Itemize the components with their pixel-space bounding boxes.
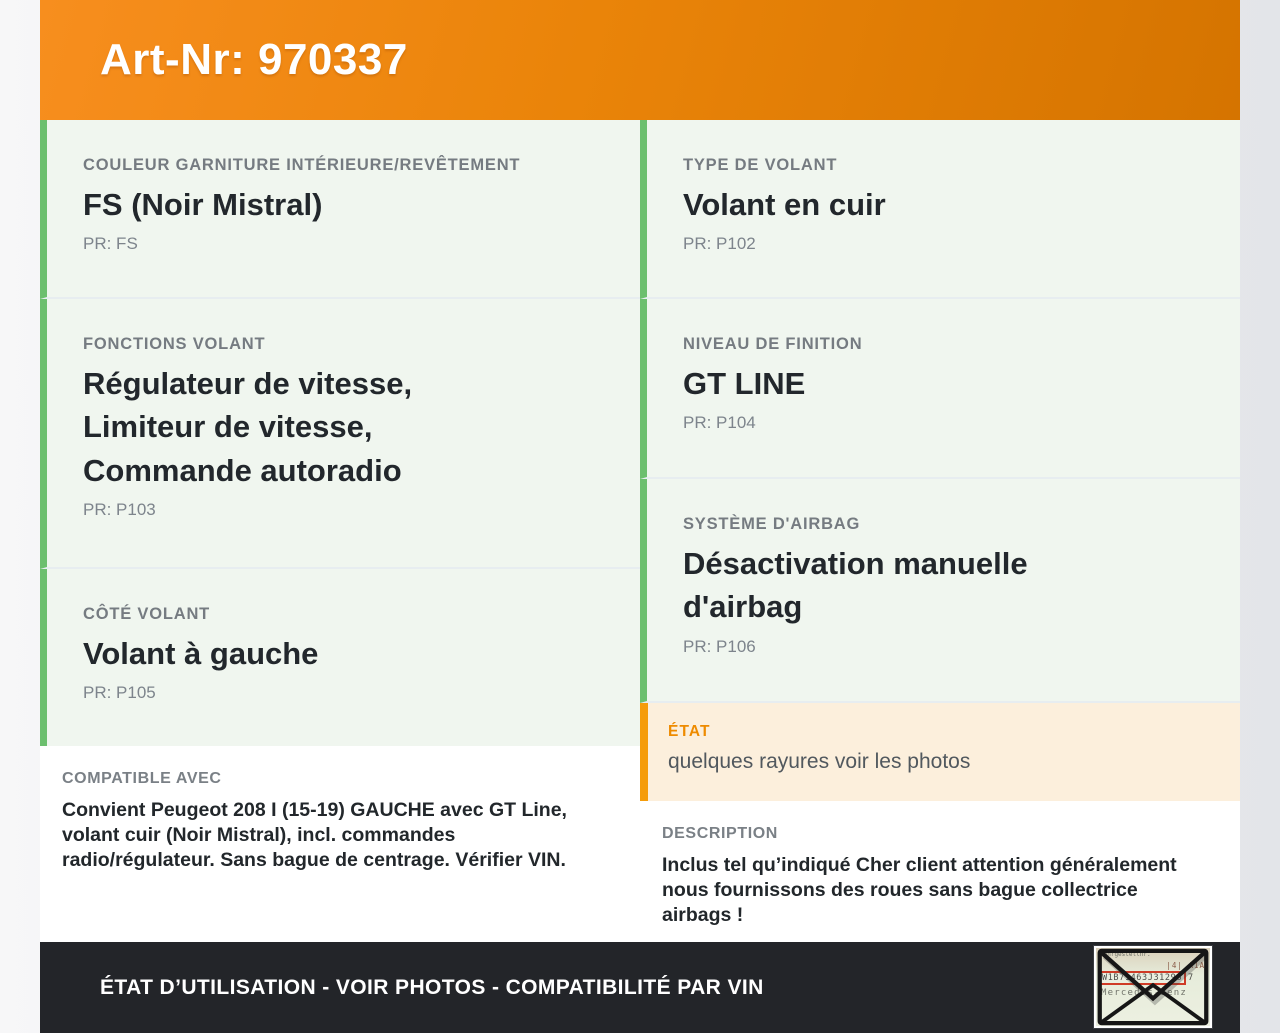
spec-value: Régulateur de vitesse, Limiteur de vitesse, Commande autoradio [83,366,413,488]
compatible-section [40,746,640,942]
spec-label: COULEUR GARNITURE INTÉRIEURE/REVÊTEMENT [83,156,521,174]
footer-banner-text: ÉTAT D’UTILISATION - VOIR PHOTOS - COMPATIBILITÉ PAR VIN [100,975,764,999]
spec-pr-code: PR: P103 [83,500,156,520]
etat-card [640,703,1240,801]
spec-pr-code: PR: P104 [683,413,756,433]
spec-label: SYSTÈME D'AIRBAG [683,515,861,533]
header [40,0,1240,120]
spec-pr-code: PR: P102 [683,234,756,254]
spec-value: FS (Noir Mistral) [83,187,323,222]
right-column [640,120,1240,942]
spec-card-cote-volant [40,569,640,746]
spec-value: Volant en cuir [683,187,886,222]
spec-label: FONCTIONS VOLANT [83,335,266,353]
compatible-label: COMPATIBLE AVEC [62,770,222,787]
product-sheet [40,0,1240,1033]
spec-label: TYPE DE VOLANT [683,156,838,174]
description-section [640,801,1240,942]
doc-field-label: Fahrgestellnr. [1100,951,1151,958]
page-title: Art-Nr: 970337 [100,35,408,84]
compatible-text: Convient Peugeot 208 I (15-19) GAUCHE avec GT Line, volant cuir (Noir Mistral), incl. commandes radio/régulateur. Sans bague de centrage. Vérifier VIN. [62,799,567,871]
spec-value: Désactivation manuelle d'airbag [683,546,1028,625]
spec-value: Volant à gauche [83,636,319,671]
vin-suffix: 7 [1188,973,1194,983]
left-column [40,120,640,942]
vin-highlight-box: W1B71463J31298 [1098,971,1186,985]
doc-brand-text: Mercedes-Benz [1101,988,1188,998]
registration-document [1096,948,1210,1026]
spec-label: NIVEAU DE FINITION [683,335,863,353]
spec-label: CÔTÉ VOLANT [83,605,211,623]
envelope-icon [1096,948,1210,1026]
footer-banner [40,942,1240,1033]
vin-document-thumbnail [1094,946,1212,1028]
spec-card-couleur-garniture [40,120,640,299]
spec-pr-code: PR: P106 [683,636,756,656]
spec-pr-code: PR: P105 [83,683,156,703]
spec-value: GT LINE [683,366,806,401]
doc-small-text: |4| A1A [1166,961,1205,970]
spec-card-fonctions-volant [40,299,640,569]
etat-label: ÉTAT [668,723,711,740]
spec-columns [40,120,1240,942]
etat-value: quelques rayures voir les photos [668,750,971,773]
spec-card-type-volant [640,120,1240,299]
spec-card-systeme-airbag [640,479,1240,703]
spec-card-niveau-finition [640,299,1240,479]
description-label: DESCRIPTION [662,825,778,842]
description-text: Inclus tel qu’indiqué Cher client attention généralement nous fournissons des roues sans bague collectrice airbags ! [662,854,1177,926]
spec-pr-code: PR: FS [83,234,138,254]
